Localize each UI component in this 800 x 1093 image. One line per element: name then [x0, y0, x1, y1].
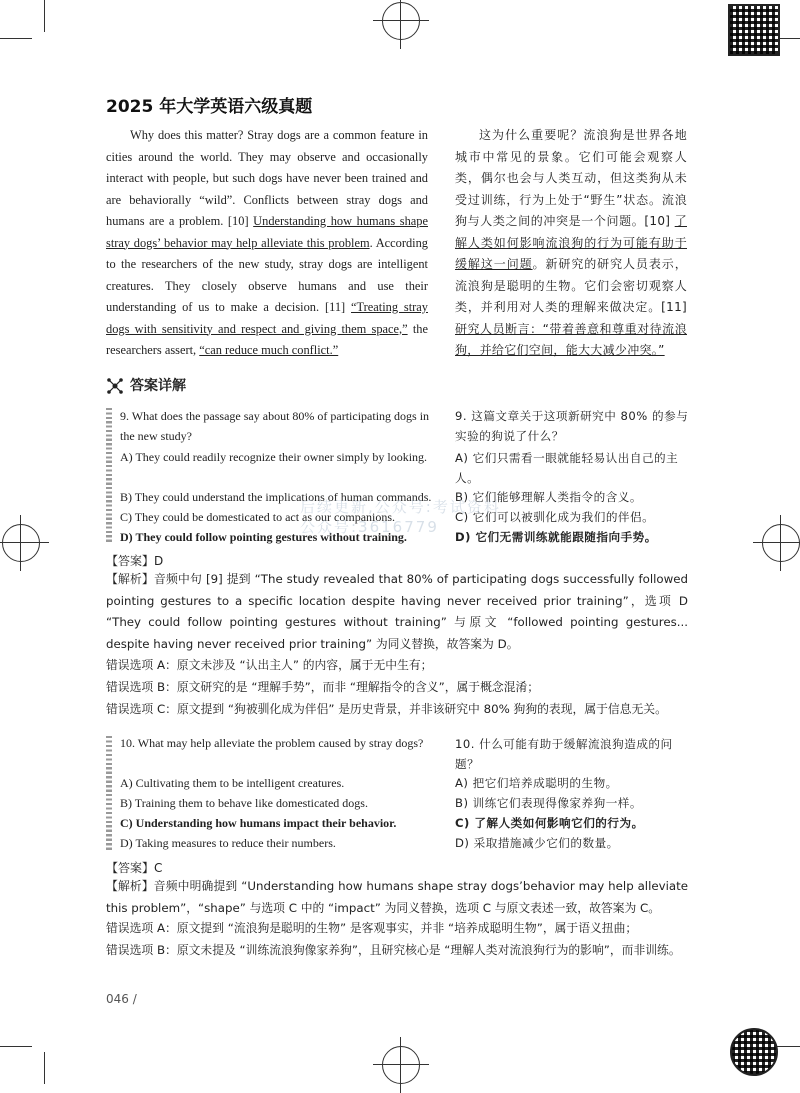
question-bar [106, 408, 112, 544]
english-underlined: “can reduce much conflict.” [199, 343, 339, 357]
q9-answer: 【答案】D [106, 554, 164, 568]
q9-wrong-b: 错误选项 B：原文研究的是 “理解手势”，而非 “理解指令的含义”，属于概念混淆； [106, 680, 540, 694]
chinese-passage [455, 125, 687, 362]
registration-mark-bottom [382, 1046, 420, 1084]
crop-mark [0, 1046, 32, 1047]
q10-option-a-zh: A) 把它们培养成聪明的生物。 [455, 776, 618, 790]
section-heading-text: 答案详解 [130, 378, 186, 394]
network-icon [106, 377, 124, 395]
q9-option-b-en: B) They could understand the implications of human commands. [120, 490, 432, 504]
section-heading [106, 375, 186, 395]
chinese-text: 这为什么重要呢？流浪狗是世界各地城市中常见的景象。它们可能会观察人类，偶尔也会与人类互动，但这类狗从未受过训练，行为上处于“野生”状态。流浪狗与人类之间的冲突是一个问题。[10] [455, 128, 687, 228]
page-title: 2025 年大学英语六级真题 [106, 97, 313, 117]
q10-question-en: 10. What may help alleviate the problem caused by stray dogs? [120, 736, 424, 750]
page-number: 046 / [106, 992, 137, 1006]
watermark-text: 后续更新,公众号:考试资料 公众号:3616779 [300, 498, 501, 536]
q10-answer: 【答案】C [106, 861, 163, 875]
qr-code-bottom [730, 1028, 778, 1076]
q9-option-d-zh: D) 它们无需训练就能跟随指向手势。 [455, 530, 657, 544]
question-10 [106, 732, 696, 854]
q9-explanation: 【解析】音频中句 [9] 提到 “The study revealed that 80% of participating dogs successfully followed pointing gestures to a specific location despite having never received prior training”，选项 D “They could follow pointing gestures without training” 与原文 “followed pointing gestures... despite having never received prior training” 为同义替换，故答案为 D。 [106, 572, 688, 651]
crop-mark [0, 38, 32, 39]
english-underlined: “Treating stray dogs with sensitivity and respect and giving them space,” [106, 300, 428, 336]
q10-option-a-en: A) Cultivating them to be intelligent creatures. [120, 776, 345, 790]
registration-mark-right [762, 524, 800, 562]
qr-code-top [728, 4, 780, 56]
registration-mark-left [2, 524, 40, 562]
question-bar [106, 736, 112, 852]
q10-option-d-zh: D) 采取措施减少它们的数量。 [455, 836, 619, 850]
q10-option-b-zh: B) 训练它们表现得像家养狗一样。 [455, 796, 642, 810]
q10-wrong-a: 错误选项 A：原文提到 “流浪狗是聪明的生物” 是客观事实，并非 “培养成聪明生物”，属于语义扭曲； [106, 921, 638, 935]
q9-wrong-c: 错误选项 C：原文提到 “狗被驯化成为伴侣” 是历史背景，并非该研究中 80% 狗狗的表现，属于信息无关。 [106, 702, 667, 716]
chinese-underlined: 研究人员断言：“带着善意和尊重对待流浪狗，并给它们空间，能大大减少冲突。” [455, 321, 687, 357]
q9-option-a-zh: A) 它们只需看一眼就能轻易认出自己的主人。 [455, 451, 679, 485]
registration-mark-top [382, 2, 420, 40]
q9-option-c-zh: C) 它们可以被驯化成为我们的伴侣。 [455, 510, 655, 524]
q10-question-zh: 10. 什么可能有助于缓解流浪狗造成的问题？ [455, 737, 673, 771]
q10-wrong-b: 错误选项 B：原文未提及 “训练流浪狗像家养狗”，且研究核心是 “理解人类对流浪狗行为的影响”，而非训练。 [106, 943, 681, 957]
q9-option-c-en: C) They could be domesticated to act as our companions. [120, 510, 396, 524]
chinese-text: 。新研究的研究人员表示，流浪狗是聪明的生物。它们会密切观察人类，并利用对人类的理解来做决定。[11] [455, 257, 687, 314]
english-text: . According to the researchers of the new study, stray dogs are intelligent creatures. They closely observe humans and use their understanding of us to make a decision. [11] [106, 235, 428, 314]
q10-option-d-en: D) Taking measures to reduce their numbers. [120, 836, 336, 850]
q9-option-b-zh: B) 它们能够理解人类指令的含义。 [455, 490, 642, 504]
q10-explanation: 【解析】音频中明确提到 “Understanding how humans shape stray dogs’behavior may help alleviate this problem”，“shape” 与选项 C 中的 “impact” 为同义替换，选项 C 与原文表述一致，故答案为 C。 [106, 879, 688, 915]
q9-question-en: 9. What does the passage say about 80% of participating dogs in the new study? [120, 409, 430, 443]
chinese-underlined: 了解人类如何影响流浪狗的行为可能有助于缓解这一问题 [455, 214, 687, 271]
watermark [300, 497, 501, 537]
crop-mark [44, 1052, 45, 1084]
q9-wrong-a: 错误选项 A：原文未涉及 “认出主人” 的内容，属于无中生有； [106, 658, 433, 672]
q9-option-a-en: A) They could readily recognize their owner simply by looking. [120, 450, 428, 464]
q9-option-d-en: D) They could follow pointing gestures without training. [120, 530, 407, 544]
english-text: the researchers assert, [106, 321, 428, 357]
english-text: Why does this matter? Stray dogs are a common feature in cities around the world. They may observe and occasionally interact with people, but such dogs have never been trained and are behaviorally “wild”. Conflicts between stray dogs and humans are a problem. [10] [106, 128, 428, 228]
crop-mark [44, 0, 45, 32]
english-underlined: Understanding how humans shape stray dogs’ behavior may help alleviate this problem [106, 214, 428, 250]
q9-question-zh: 9. 这篇文章关于这项新研究中 80% 的参与实验的狗说了什么？ [455, 409, 689, 443]
q10-option-c-en: C) Understanding how humans impact their behavior. [120, 816, 397, 830]
q10-option-b-en: B) Training them to behave like domesticated dogs. [120, 796, 368, 810]
q10-option-c-zh: C) 了解人类如何影响它们的行为。 [455, 816, 644, 830]
english-passage [106, 125, 428, 362]
